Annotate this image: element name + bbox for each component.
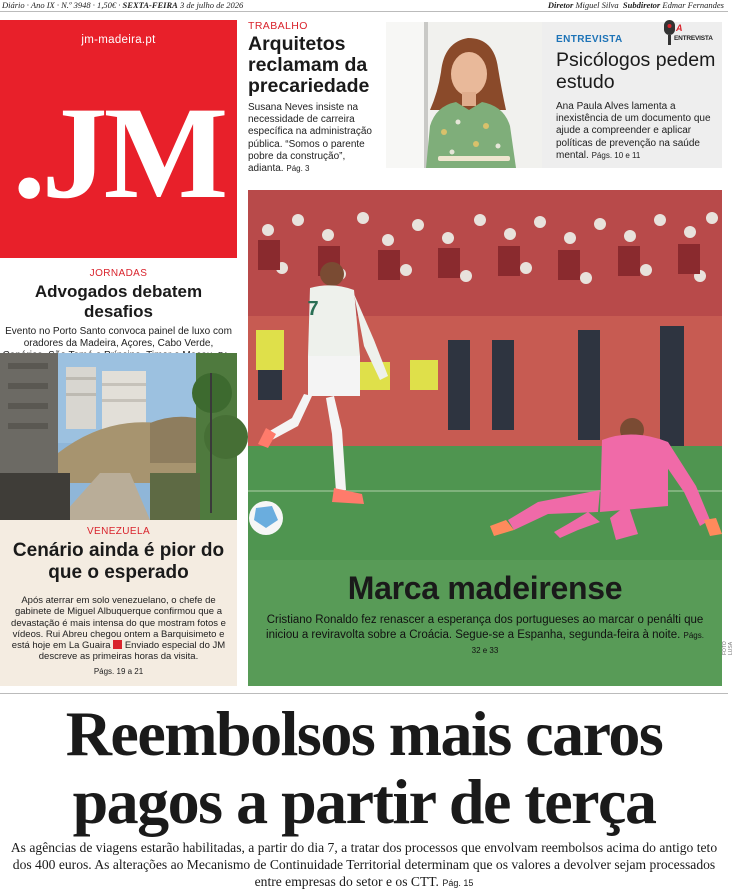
edition-info: Diário · Ano IX · N.º 3948 · 1,50€ · SEXTA-FEIRA 3 de julho de 2026 bbox=[2, 0, 244, 10]
portrait-illustration bbox=[386, 22, 542, 168]
article-summary: Susana Neves insiste na necessidade de carreira específica na administração pública. “Somos o parente pobre da construção”, adianta. Pág. 3 bbox=[248, 102, 372, 175]
football-photo bbox=[248, 190, 722, 686]
subdirector-name: Edmar Fernandes bbox=[662, 0, 724, 10]
article-entrevista[interactable] bbox=[386, 22, 722, 168]
page-ref: Pág. 15 bbox=[442, 878, 474, 888]
jersey-number: 7 bbox=[307, 298, 319, 320]
article-headline: Cenário ainda é pior do que o esperado bbox=[12, 540, 225, 583]
interviewee-photo bbox=[386, 22, 542, 168]
issue-date: 3 de julho de 2026 bbox=[179, 0, 244, 10]
football-summary: Cristiano Ronaldo fez renascer a esperança dos portugueses ao marcar o penálti que iniciou a reviravolta sobre a Croácia. Segue-se a Espanha, segunda-feira à noite. Págs. 32 e 33 bbox=[266, 614, 704, 655]
site-url[interactable]: jm-madeira.pt bbox=[81, 34, 156, 46]
article-headline: Advogados debatem desafios bbox=[34, 282, 203, 321]
entrevista-badge: A ENTREVISTA bbox=[660, 18, 720, 48]
newspaper-logo: .JM bbox=[12, 79, 225, 226]
section-kicker: VENEZUELA bbox=[86, 526, 151, 537]
staff-info: Diretor Miguel Silva Subdiretor Edmar Fernandes bbox=[547, 0, 724, 10]
article-venezuela[interactable] bbox=[0, 520, 237, 686]
section-divider bbox=[0, 693, 728, 694]
article-summary: Ana Paula Alves lamenta a inexistência de um documento que ajude a compreender e aplicar políticas de prevenção na saúde mental. Págs. 10 e 11 bbox=[556, 101, 711, 161]
article-trabalho[interactable] bbox=[248, 20, 378, 175]
article-headline: Psicólogos pedem estudo bbox=[556, 49, 716, 93]
penalty-scene-illustration bbox=[248, 190, 722, 686]
page-ref: Págs. 10 e 11 bbox=[591, 150, 641, 160]
article-headline: Arquitetos reclamam da precariedade bbox=[248, 33, 370, 97]
football-headline[interactable]: Marca madeirense bbox=[347, 570, 623, 606]
page-ref: Págs. 19 a 21 bbox=[93, 667, 144, 676]
section-kicker: ENTREVISTA bbox=[556, 34, 623, 45]
article-summary: Após aterrar em solo venezuelano, o chefe de gabinete de Miguel Albuquerque confirmou que a devastação é mais intensa do que mostram fotos e vídeos. Rui Abreu chegou ontem a Barquisimeto e está hoje em La Guaira Enviado especial do JM descreve as primeiras horas da visita. bbox=[11, 595, 226, 663]
red-square-icon bbox=[113, 640, 122, 649]
weekday: SEXTA-FEIRA bbox=[122, 0, 178, 10]
section-kicker: TRABALHO bbox=[248, 20, 308, 32]
masthead bbox=[0, 20, 237, 258]
director-name: Miguel Silva bbox=[575, 0, 619, 10]
lead-summary: As agências de viagens estarão habilitadas, a partir do dia 7, a tratar dos processos que envolvam reembolsos acima do antigo teto dos 400 euros. As alterações ao Mecanismo de Continuidade Territorial determinam que os valores a devolver sejam processados entre empresas do setor e os CTT. Pág. 15 bbox=[10, 840, 718, 889]
street-scene-illustration bbox=[0, 353, 237, 520]
section-kicker: JORNADAS bbox=[89, 268, 148, 279]
page-ref: Pág. 3 bbox=[286, 164, 310, 174]
page-ref: Págs. 32 e 33 bbox=[471, 630, 704, 655]
lead-headline[interactable]: Reembolsos mais caros pagos a partir de terça bbox=[65, 698, 663, 837]
venezuela-photo bbox=[0, 353, 237, 520]
article-summary: Evento no Porto Santo convoca painel de luxo com oradores da Madeira, Açores, Cabo Verde, bbox=[0, 326, 237, 375]
top-info-bar bbox=[0, 0, 728, 12]
photo-credit: FOTO LUSA bbox=[722, 641, 734, 655]
